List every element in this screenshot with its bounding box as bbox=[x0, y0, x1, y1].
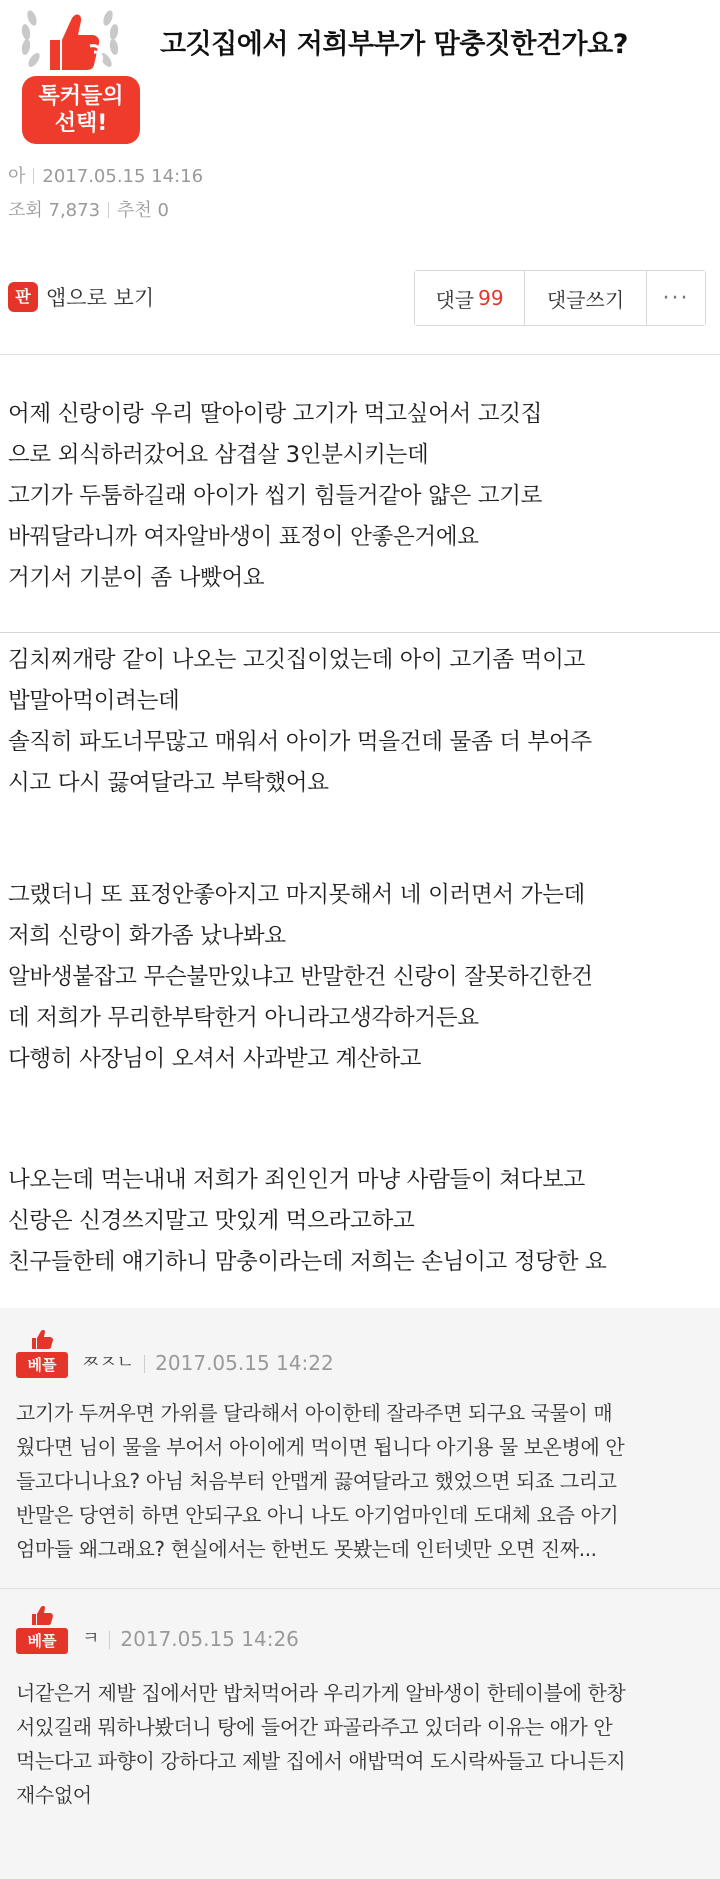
pick-badge-line1: 톡커들의 bbox=[38, 84, 124, 109]
body-divider bbox=[0, 632, 720, 633]
comment-button-group bbox=[414, 270, 706, 326]
app-view-link[interactable] bbox=[8, 282, 154, 312]
meta-divider bbox=[33, 168, 34, 184]
post-header bbox=[0, 0, 720, 140]
more-options-button[interactable]: ··· bbox=[647, 271, 705, 325]
post-author[interactable]: 아 bbox=[8, 166, 26, 187]
post-body-block-2 bbox=[8, 640, 592, 804]
body-line: 고기가 두툼하길래 아이가 씹기 힘들거같아 얇은 고기로 bbox=[8, 483, 543, 509]
comment-author[interactable]: ㅋ bbox=[82, 1628, 100, 1649]
post-body-block-4 bbox=[8, 1160, 606, 1283]
body-line: 데 저희가 무리한부탁한거 아니라고생각하거든요 bbox=[8, 1005, 479, 1031]
post-body-block-3 bbox=[8, 875, 593, 1080]
best-comments-section bbox=[0, 1308, 720, 1879]
post-meta-stats bbox=[8, 196, 169, 222]
body-line: 신랑은 신경쓰지말고 맛있게 먹으라고하고 bbox=[8, 1208, 415, 1234]
post-body-block-1 bbox=[8, 394, 542, 599]
post-meta-author-date bbox=[8, 162, 203, 188]
body-line: 그랬더니 또 표정안좋아지고 마지못해서 네 이러면서 가는데 bbox=[8, 882, 585, 908]
pann-app-icon: 판 bbox=[8, 282, 38, 312]
post-recommend: 추천 0 bbox=[117, 200, 169, 221]
best-tag: 베플 bbox=[16, 1628, 68, 1654]
post-views: 조회 7,873 bbox=[8, 200, 101, 221]
app-view-label: 앱으로 보기 bbox=[46, 286, 155, 310]
body-line: 밥말아먹이려는데 bbox=[8, 688, 180, 714]
comment-text bbox=[16, 1396, 706, 1566]
post-date: 2017.05.15 14:16 bbox=[42, 166, 204, 187]
talker-pick-badge bbox=[22, 76, 140, 144]
body-line: 김치찌개랑 같이 나오는 고깃집이었는데 아이 고기좀 먹이고 bbox=[8, 647, 585, 673]
body-line: 다행히 사장님이 오셔서 사과받고 계산하고 bbox=[8, 1046, 422, 1072]
body-line: 솔직히 파도너무많고 매워서 아이가 먹을건데 물좀 더 부어주 bbox=[8, 729, 592, 755]
comment-header bbox=[16, 1330, 334, 1378]
comment-meta-divider bbox=[109, 1631, 110, 1649]
body-line: 으로 외식하러갔어요 삼겹살 3인분시키는데 bbox=[8, 442, 429, 468]
thumbs-up-icon bbox=[30, 1330, 54, 1350]
body-line: 시고 다시 끓여달라고 부탁했어요 bbox=[8, 770, 329, 796]
comment-line: 반말은 당연히 하면 안되구요 아니 나도 아기엄마인데 도대체 요즘 아기 bbox=[16, 1503, 619, 1527]
post-toolbar bbox=[0, 268, 720, 332]
body-line: 알바생붙잡고 무슨불만있냐고 반말한건 신랑이 잘못하긴한건 bbox=[8, 964, 593, 990]
comment-date: 2017.05.15 14:26 bbox=[120, 1627, 299, 1651]
comment-date: 2017.05.15 14:22 bbox=[155, 1351, 334, 1375]
write-comment-button[interactable]: 댓글쓰기 bbox=[525, 271, 647, 325]
body-line: 어제 신랑이랑 우리 딸아이랑 고기가 먹고싶어서 고깃집 bbox=[8, 401, 543, 427]
comment-line: 너같은거 제발 집에서만 밥처먹어라 우리가게 알바생이 한테이블에 한창 bbox=[16, 1681, 626, 1705]
best-comment-badge bbox=[16, 1606, 68, 1654]
comments-button[interactable] bbox=[415, 271, 525, 325]
comments-count: 99 bbox=[478, 286, 504, 310]
header-divider bbox=[0, 354, 720, 355]
comment-line: 서있길래 뭐하나봤더니 탕에 들어간 파골라주고 있더라 이유는 애가 안 bbox=[16, 1715, 613, 1739]
best-comment-badge bbox=[16, 1330, 68, 1378]
comment-line: 재수없어 bbox=[16, 1783, 92, 1807]
thumbs-up-icon bbox=[30, 1606, 54, 1626]
body-line: 나오는데 먹는내내 저희가 죄인인거 마냥 사람들이 쳐다보고 bbox=[8, 1167, 585, 1193]
comment-line: 엄마들 왜그래요? 현실에서는 한번도 못봤는데 인터넷만 오면 진짜... bbox=[16, 1537, 597, 1561]
post-title: 고깃집에서 저희부부가 맘충짓한건가요? bbox=[160, 29, 628, 60]
comment-line: 웠다면 님이 물을 부어서 아이에게 먹이면 됩니다 아기용 물 보온병에 안 bbox=[16, 1435, 625, 1459]
body-line: 친구들한테 얘기하니 맘충이라는데 저희는 손님이고 정당한 요 bbox=[8, 1249, 607, 1275]
body-line: 바꿔달라니까 여자알바생이 표정이 안좋은거에요 bbox=[8, 524, 479, 550]
best-tag: 베플 bbox=[16, 1352, 68, 1378]
body-line: 저희 신랑이 화가좀 났나봐요 bbox=[8, 923, 286, 949]
comments-label: 댓글 bbox=[435, 287, 475, 312]
thumbs-up-laurel-icon bbox=[10, 4, 130, 76]
comment-header bbox=[16, 1606, 299, 1654]
comment-line: 들고다니나요? 아님 처음부터 안맵게 끓여달라고 했었으면 되죠 그리고 bbox=[16, 1469, 617, 1493]
comment-line: 먹는다고 파향이 강하다고 제발 집에서 애밥먹여 도시락싸들고 다니든지 bbox=[16, 1749, 626, 1773]
pick-badge-line2: 선택! bbox=[54, 111, 108, 136]
meta-divider bbox=[108, 202, 109, 218]
comment-line: 고기가 두꺼우면 가위를 달라해서 아이한테 잘라주면 되구요 국물이 매 bbox=[16, 1401, 613, 1425]
comment-text bbox=[16, 1676, 706, 1812]
comment-divider bbox=[0, 1588, 720, 1589]
body-line: 거기서 기분이 좀 나빴어요 bbox=[8, 565, 265, 591]
comment-author[interactable]: ㅉㅈㄴ bbox=[82, 1352, 135, 1373]
comment-meta-divider bbox=[144, 1355, 145, 1373]
